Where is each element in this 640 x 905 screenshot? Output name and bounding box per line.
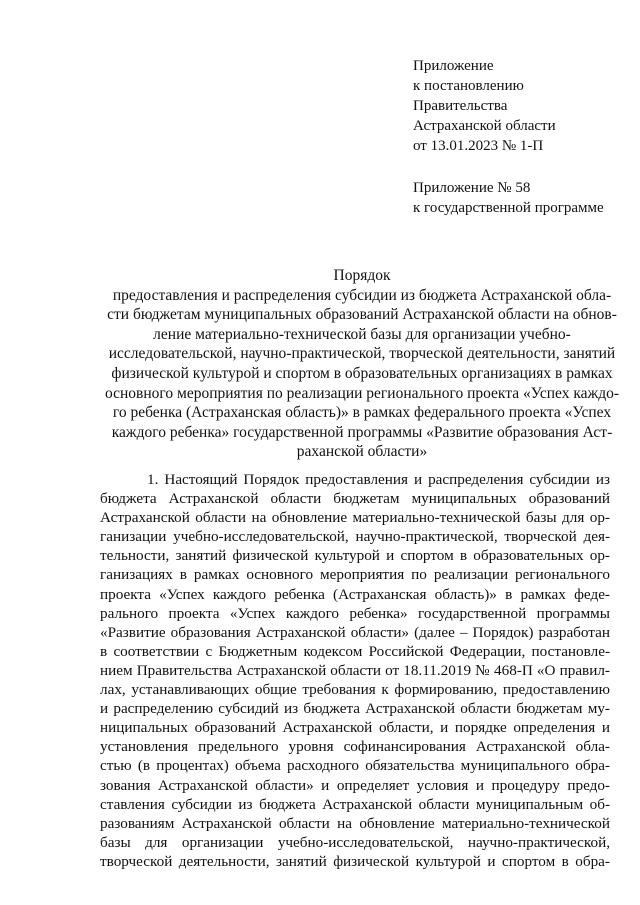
body-line: проекта «Успех каждого ребенка (Астраханская область)» в рамках феде-	[100, 585, 610, 603]
body-line: тельности, занятий физической культурой и спортом в образовательных ор-	[100, 547, 610, 565]
body-line: нием Правительства Астраханской области от 18.11.2019 № 468-П «О правил-	[100, 661, 610, 679]
body-line: базы для организации учебно-исследовательской, научно-практической,	[100, 833, 610, 851]
annex-header-line: Приложение	[413, 58, 494, 74]
body-line: «Развитие образования Астраханской области» (далее – Порядок) разработан	[100, 623, 610, 641]
title-line: сти бюджетам муниципальных образований Астраханской области на обнов-	[107, 306, 617, 324]
title-line: Порядок	[333, 267, 391, 284]
body-line: 1. Настоящий Порядок предоставления и распределения субсидии из	[147, 471, 610, 488]
annex-58-header	[413, 178, 604, 218]
body-line: ниципальных образований Астраханской области, и порядке определения и	[100, 719, 610, 737]
annex-header	[413, 56, 556, 156]
body-line: лах, устанавливающих общие требования к формированию, предоставлению	[100, 681, 610, 699]
title-line: предоставления и распределения субсидии из бюджета Астраханской обла-	[112, 286, 612, 304]
annex-58-line: Приложение № 58	[413, 180, 531, 196]
body-line: рального проекта «Успех каждого ребенка» государственной программы	[100, 604, 610, 622]
annex-header-line: Астраханской области	[413, 118, 556, 134]
body-line: творческой деятельности, занятий физической культурой и спортом в обра-	[100, 852, 610, 870]
title-line: физической культурой и спортом в образовательных организациях в рамках	[111, 364, 613, 382]
body-line: разованиям Астраханской области на обновление материально-технической	[100, 814, 610, 832]
body-line: и распределению субсидий из бюджета Астраханской области бюджетам му-	[100, 700, 610, 718]
body-line: Астраханской области на обновление материально-технической базы для ор-	[100, 509, 610, 527]
body-paragraph	[100, 470, 610, 871]
body-line: бюджета Астраханской области бюджетам муниципальных образований	[100, 490, 610, 508]
title-line: ление материально-технической базы для организации учебно-	[153, 325, 571, 343]
title-line: основного мероприятия по реализации регионального проекта «Успех каждо-	[104, 384, 619, 402]
title-line: каждого ребенка» государственной программы «Развитие образования Аст-	[111, 423, 613, 441]
annex-58-line: к государственной программе	[413, 200, 604, 216]
body-line: установления предельного уровня софинансирования Астраханской обла-	[100, 738, 610, 756]
document-title	[100, 266, 624, 462]
annex-header-line: к постановлению	[413, 78, 524, 94]
body-line: в соответствии с Бюджетным кодексом Российской Федерации, постановле-	[100, 642, 610, 660]
title-line: исследовательской, научно-практической, творческой деятельности, занятий	[108, 345, 616, 363]
title-line: го ребенка (Астраханская область)» в рамках федерального проекта «Успех	[112, 404, 612, 422]
body-line: ганизации учебно-исследовательской, научно-практической, творческой дея-	[100, 528, 610, 546]
annex-header-line: от 13.01.2023 № 1-П	[413, 138, 544, 154]
body-line: зования Астраханской области» и определяет условия и процедуру предо-	[100, 776, 610, 794]
body-line: ганизациях в рамках основного мероприятия по реализации регионального	[100, 566, 610, 584]
body-line: стью (в процентах) объема расходного обязательства муниципального обра-	[100, 757, 610, 775]
body-line: ставления субсидии из бюджета Астраханской области муниципальным об-	[100, 795, 610, 813]
title-line: раханской области»	[296, 443, 428, 461]
annex-header-line: Правительства	[413, 98, 508, 114]
